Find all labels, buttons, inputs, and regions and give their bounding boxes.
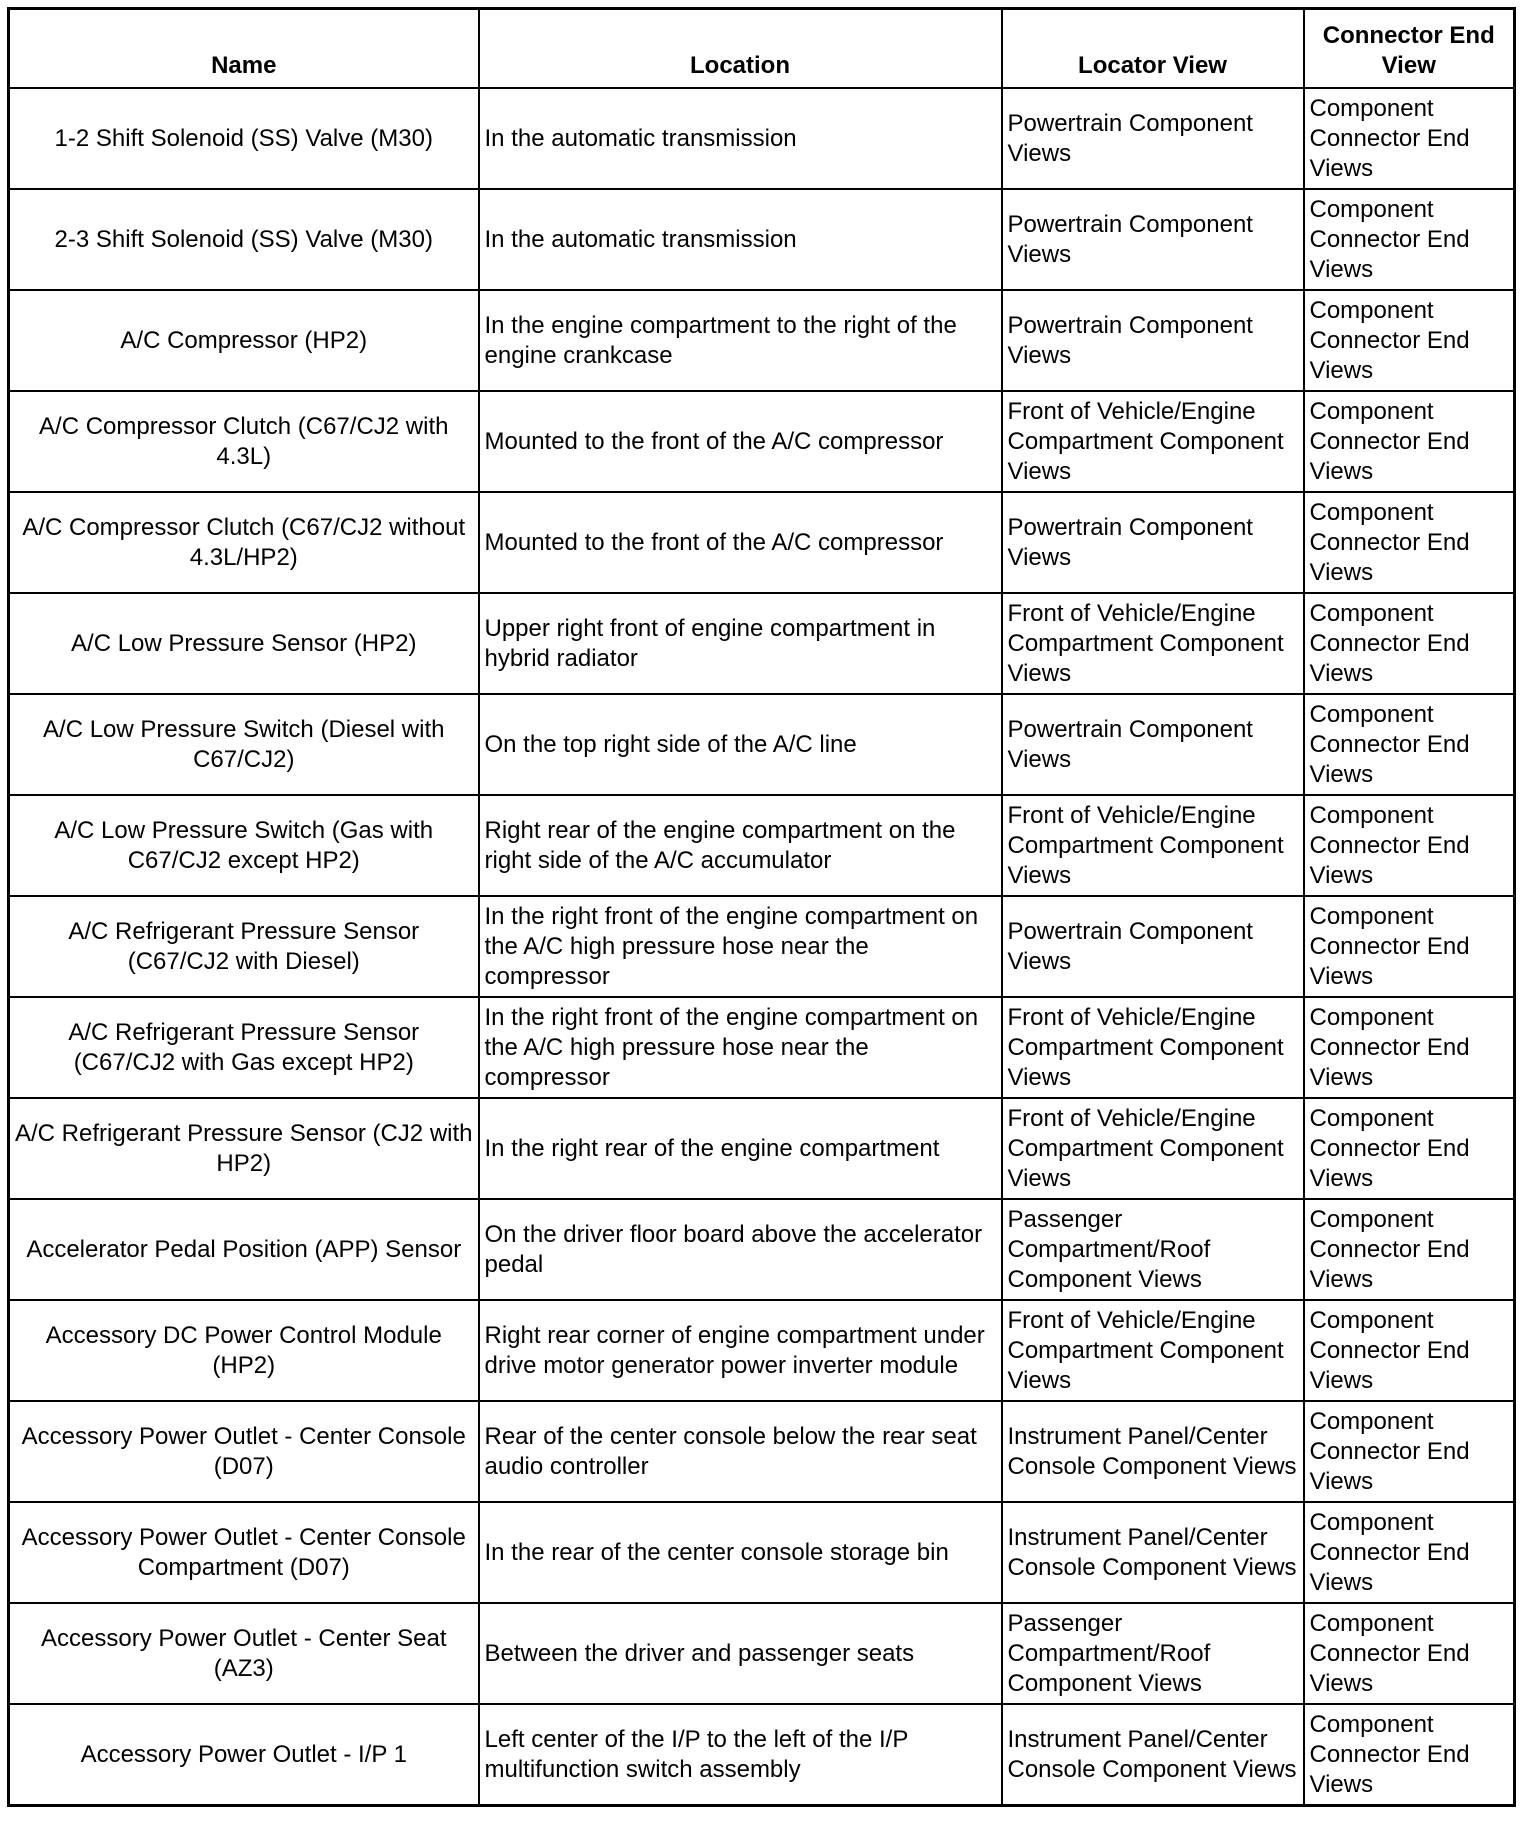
table-row xyxy=(9,694,1515,795)
table-body xyxy=(9,88,1515,1806)
component-name-cell: A/C Compressor Clutch (C67/CJ2 without 4.3L/HP2) xyxy=(9,492,479,593)
location-cell: In the rear of the center console storage bin xyxy=(479,1502,1002,1603)
location-cell: On the driver floor board above the accelerator pedal xyxy=(479,1199,1002,1300)
connector-end-view-cell: Component Connector End Views xyxy=(1304,391,1515,492)
table-row xyxy=(9,88,1515,189)
location-cell: Upper right front of engine compartment in hybrid radiator xyxy=(479,593,1002,694)
connector-end-view-cell: Component Connector End Views xyxy=(1304,896,1515,997)
component-name-cell: 1-2 Shift Solenoid (SS) Valve (M30) xyxy=(9,88,479,189)
location-cell: In the automatic transmission xyxy=(479,189,1002,290)
table-row xyxy=(9,1401,1515,1502)
location-cell: On the top right side of the A/C line xyxy=(479,694,1002,795)
component-name-cell: A/C Low Pressure Sensor (HP2) xyxy=(9,593,479,694)
component-locator-table xyxy=(7,7,1516,1807)
component-name-cell: 2-3 Shift Solenoid (SS) Valve (M30) xyxy=(9,189,479,290)
connector-end-view-cell: Component Connector End Views xyxy=(1304,1401,1515,1502)
table-row xyxy=(9,795,1515,896)
component-name-cell: A/C Low Pressure Switch (Gas with C67/CJ2 except HP2) xyxy=(9,795,479,896)
component-name-cell: A/C Compressor Clutch (C67/CJ2 with 4.3L) xyxy=(9,391,479,492)
locator-view-cell: Front of Vehicle/Engine Compartment Component Views xyxy=(1002,593,1304,694)
connector-end-view-cell: Component Connector End Views xyxy=(1304,1603,1515,1704)
location-cell: Between the driver and passenger seats xyxy=(479,1603,1002,1704)
connector-end-view-cell: Component Connector End Views xyxy=(1304,88,1515,189)
locator-view-cell: Passenger Compartment/Roof Component Views xyxy=(1002,1603,1304,1704)
connector-end-view-cell: Component Connector End Views xyxy=(1304,1098,1515,1199)
locator-view-cell: Front of Vehicle/Engine Compartment Component Views xyxy=(1002,1300,1304,1401)
table-row xyxy=(9,1502,1515,1603)
table-header xyxy=(9,9,1515,89)
component-name-cell: Accessory Power Outlet - Center Seat (AZ3) xyxy=(9,1603,479,1704)
connector-end-view-cell: Component Connector End Views xyxy=(1304,290,1515,391)
locator-view-cell: Passenger Compartment/Roof Component Views xyxy=(1002,1199,1304,1300)
component-name-cell: Accessory Power Outlet - Center Console Compartment (D07) xyxy=(9,1502,479,1603)
locator-view-cell: Powertrain Component Views xyxy=(1002,189,1304,290)
table-row xyxy=(9,492,1515,593)
connector-end-view-cell: Component Connector End Views xyxy=(1304,189,1515,290)
table-row xyxy=(9,1300,1515,1401)
locator-view-cell: Instrument Panel/Center Console Component Views xyxy=(1002,1502,1304,1603)
location-cell: In the right rear of the engine compartment xyxy=(479,1098,1002,1199)
connector-end-view-cell: Component Connector End Views xyxy=(1304,1199,1515,1300)
component-name-cell: A/C Refrigerant Pressure Sensor (C67/CJ2 with Diesel) xyxy=(9,896,479,997)
location-cell: In the automatic transmission xyxy=(479,88,1002,189)
location-cell: In the right front of the engine compartment on the A/C high pressure hose near the compressor xyxy=(479,997,1002,1098)
location-cell: In the engine compartment to the right of the engine crankcase xyxy=(479,290,1002,391)
component-name-cell: A/C Refrigerant Pressure Sensor (CJ2 with HP2) xyxy=(9,1098,479,1199)
column-header-name: Name xyxy=(9,9,479,89)
locator-view-cell: Powertrain Component Views xyxy=(1002,88,1304,189)
table-row xyxy=(9,1098,1515,1199)
locator-view-cell: Front of Vehicle/Engine Compartment Component Views xyxy=(1002,1098,1304,1199)
locator-view-cell: Powertrain Component Views xyxy=(1002,492,1304,593)
component-name-cell: Accelerator Pedal Position (APP) Sensor xyxy=(9,1199,479,1300)
location-cell: In the right front of the engine compartment on the A/C high pressure hose near the compressor xyxy=(479,896,1002,997)
table-row xyxy=(9,593,1515,694)
locator-view-cell: Front of Vehicle/Engine Compartment Component Views xyxy=(1002,795,1304,896)
connector-end-view-cell: Component Connector End Views xyxy=(1304,492,1515,593)
component-name-cell: Accessory Power Outlet - Center Console (D07) xyxy=(9,1401,479,1502)
connector-end-view-cell: Component Connector End Views xyxy=(1304,1502,1515,1603)
location-cell: Rear of the center console below the rear seat audio controller xyxy=(479,1401,1002,1502)
component-name-cell: A/C Refrigerant Pressure Sensor (C67/CJ2 with Gas except HP2) xyxy=(9,997,479,1098)
table-row xyxy=(9,391,1515,492)
table-row xyxy=(9,1704,1515,1806)
table-row xyxy=(9,1603,1515,1704)
table-row xyxy=(9,290,1515,391)
component-name-cell: A/C Compressor (HP2) xyxy=(9,290,479,391)
connector-end-view-cell: Component Connector End Views xyxy=(1304,593,1515,694)
locator-view-cell: Powertrain Component Views xyxy=(1002,694,1304,795)
table-row xyxy=(9,896,1515,997)
location-cell: Mounted to the front of the A/C compressor xyxy=(479,391,1002,492)
connector-end-view-cell: Component Connector End Views xyxy=(1304,1704,1515,1806)
table-row xyxy=(9,1199,1515,1300)
column-header-locator-view: Locator View xyxy=(1002,9,1304,89)
locator-view-cell: Instrument Panel/Center Console Component Views xyxy=(1002,1704,1304,1806)
location-cell: Right rear of the engine compartment on the right side of the A/C accumulator xyxy=(479,795,1002,896)
locator-view-cell: Instrument Panel/Center Console Component Views xyxy=(1002,1401,1304,1502)
connector-end-view-cell: Component Connector End Views xyxy=(1304,795,1515,896)
component-name-cell: Accessory Power Outlet - I/P 1 xyxy=(9,1704,479,1806)
column-header-location: Location xyxy=(479,9,1002,89)
location-cell: Mounted to the front of the A/C compressor xyxy=(479,492,1002,593)
location-cell: Right rear corner of engine compartment under drive motor generator power inverter module xyxy=(479,1300,1002,1401)
locator-view-cell: Front of Vehicle/Engine Compartment Component Views xyxy=(1002,997,1304,1098)
location-cell: Left center of the I/P to the left of the I/P multifunction switch assembly xyxy=(479,1704,1002,1806)
column-header-connector-end-view: Connector End View xyxy=(1304,9,1515,89)
connector-end-view-cell: Component Connector End Views xyxy=(1304,997,1515,1098)
table-row xyxy=(9,189,1515,290)
component-name-cell: Accessory DC Power Control Module (HP2) xyxy=(9,1300,479,1401)
locator-view-cell: Powertrain Component Views xyxy=(1002,896,1304,997)
connector-end-view-cell: Component Connector End Views xyxy=(1304,694,1515,795)
table-row xyxy=(9,997,1515,1098)
component-name-cell: A/C Low Pressure Switch (Diesel with C67/CJ2) xyxy=(9,694,479,795)
header-row xyxy=(9,9,1515,89)
locator-view-cell: Powertrain Component Views xyxy=(1002,290,1304,391)
locator-view-cell: Front of Vehicle/Engine Compartment Component Views xyxy=(1002,391,1304,492)
connector-end-view-cell: Component Connector End Views xyxy=(1304,1300,1515,1401)
